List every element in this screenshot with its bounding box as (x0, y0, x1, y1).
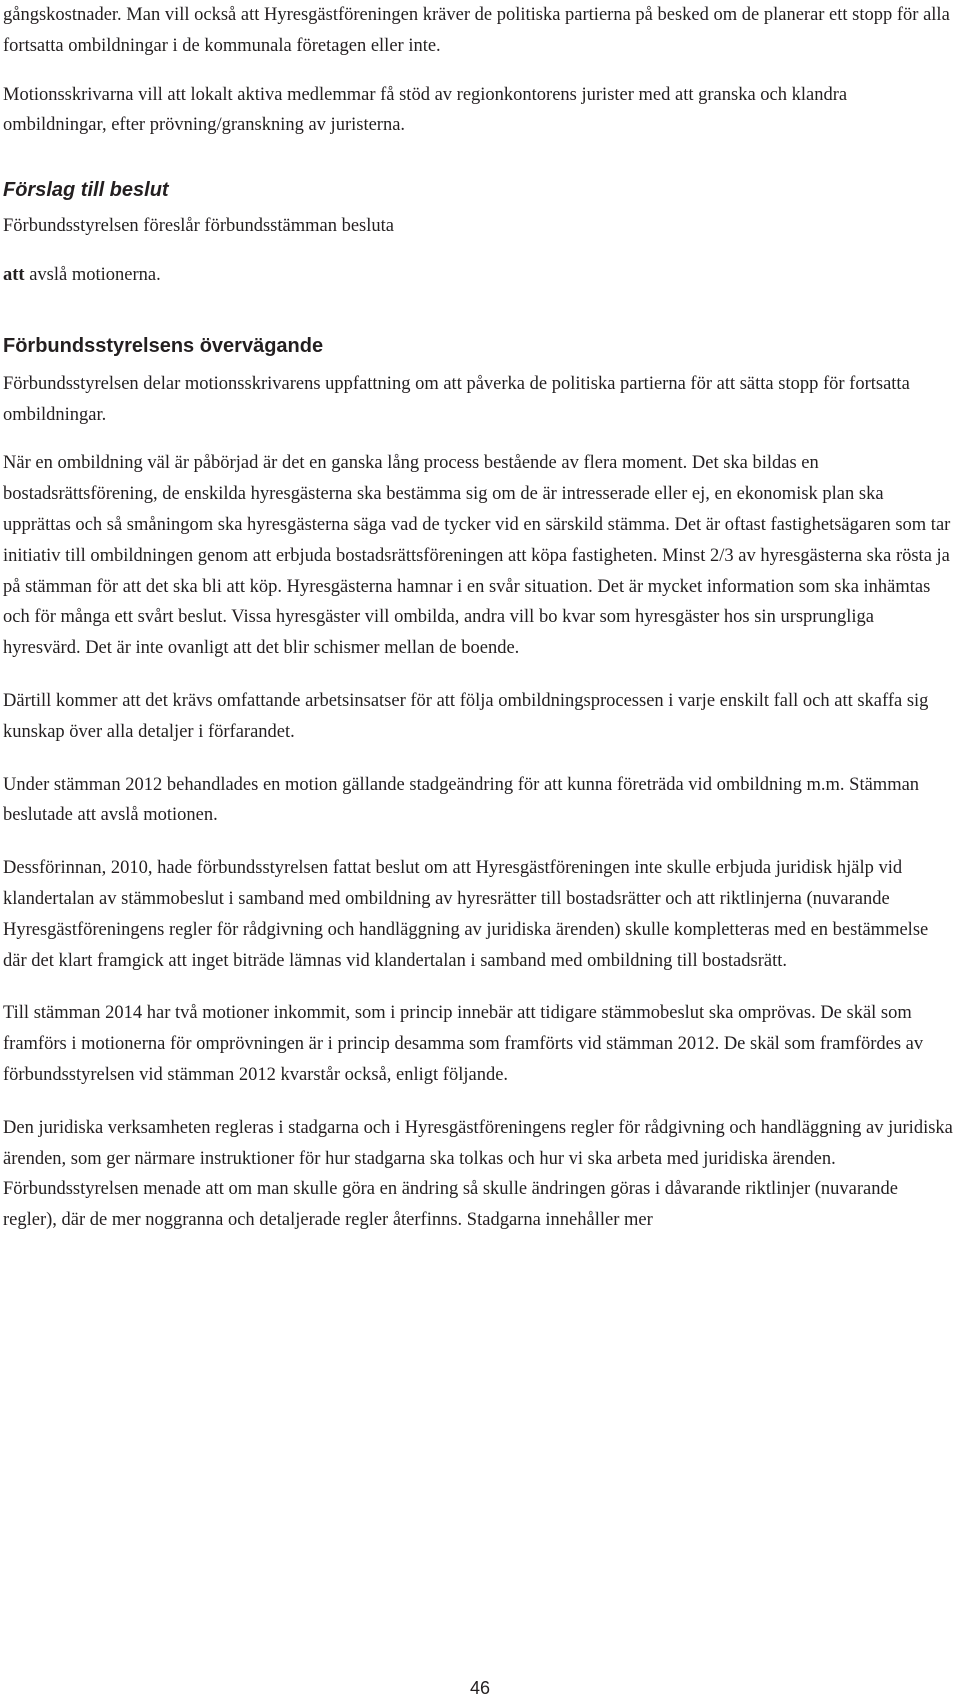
consideration-paragraph-4: Under stämman 2012 behandlades en motion gällande stadgeändring för att kunna företräda vid ombildning m.m. Stämman beslutade att avslå motionen. (3, 774, 920, 826)
att-keyword: att (3, 264, 25, 285)
consideration-paragraph-7: Den juridiska verksamheten regleras i stadgarna och i Hyresgästföreningens regler för rådgivning och handläggning av juridiska ärenden, som ger närmare instruktioner för hur stadgarna ska tolkas och hur vi ska arbeta med juridiska ärenden. Förbundsstyrelsen menade att om man skulle göra en ändring så skulle ändringen göras i dåvarande riktlinjer (nuvarande regler), där de mer noggranna och detaljerade regler återfinns. Stadgarna innehåller mer (3, 1117, 953, 1231)
consideration-paragraph-2: När en ombildning väl är påbörjad är det en ganska lång process bestående av flera moment. Det ska bildas en bostadsrättsförening, de enskilda hyresgästerna ska bestämma sig om de är intresserade eller ej, en ekonomisk plan ska upprättas och så småningom ska hyresgästerna säga vad de tycker vid en särskild stämma. Det är oftast fastighetsägaren som tar initiativ till ombildningen genom att erbjuda bostadsrättsföreningen att köpa fastigheten. Minst 2/3 av hyresgästerna ska rösta ja på stämman för att det ska bli att köp. Hyresgästerna hamnar i en svår situation. Det är mycket information som ska inhämtas och för många ett svårt beslut. Vissa hyresgäster vill ombilda, andra vill bo kvar som hyresgäster hos sin ursprungliga hyresvärd. Det är inte ovanligt att det blir schismer mellan de boende. (3, 453, 951, 659)
intro-paragraph-2: Motionsskrivarna vill att lokalt aktiva medlemmar få stöd av regionkontorens jurister med att granska och klandra ombildningar, efter prövning/granskning av juristerna. (3, 84, 848, 136)
proposal-text: Förbundsstyrelsen föreslår förbundsstämman besluta (3, 216, 394, 237)
consideration-heading: Förbundsstyrelsens övervägande (3, 334, 324, 357)
document-page (3, 0, 953, 1236)
proposal-att-line (3, 260, 953, 291)
consideration-paragraph-6: Till stämman 2014 har två motioner inkommit, som i princip innebär att tidigare stämmobeslut ska omprövas. De skäl som framförs i motionerna för omprövningen är i princip desamma som framförts vid stämman 2012. De skäl som framfördes av förbundsstyrelsen vid stämman 2012 kvarstår också, enligt följande. (3, 1003, 924, 1085)
consideration-paragraph-5: Dessförinnan, 2010, hade förbundsstyrelsen fattat beslut om att Hyresgästföreningen inte skulle erbjuda juridisk hjälp vid klandertalan av stämmobeslut i samband med ombildning av hyresrätter till bostadsrätter och att riktlinjerna (nuvarande Hyresgästföreningens regler för rådgivning och handläggning av juridiska ärenden) skulle kompletteras med en bestämmelse där det klart framgick att inget biträde lämnas vid klandertalan i samband med ombildning till bostadsrätt. (3, 858, 929, 971)
consideration-paragraph-1: Förbundsstyrelsen delar motionsskrivarens uppfattning om att påverka de politiska partierna för att sätta stopp för fortsatta ombildningar. (3, 373, 910, 425)
page-number: 46 (469, 1678, 491, 1698)
consideration-paragraph-3: Därtill kommer att det krävs omfattande arbetsinsatser för att följa ombildningsprocessen i varje enskilt fall och att skaffa sig kunskap över alla detaljer i förfarandet. (3, 690, 929, 742)
proposal-heading: Förslag till beslut (3, 179, 169, 202)
intro-paragraph-1: gångskostnader. Man vill också att Hyresgästföreningen kräver de politiska partierna på besked om de planerar ett stopp för alla fortsatta ombildningar i de kommunala företagen eller inte. (3, 5, 950, 56)
att-text: avslå motionerna. (29, 264, 161, 285)
